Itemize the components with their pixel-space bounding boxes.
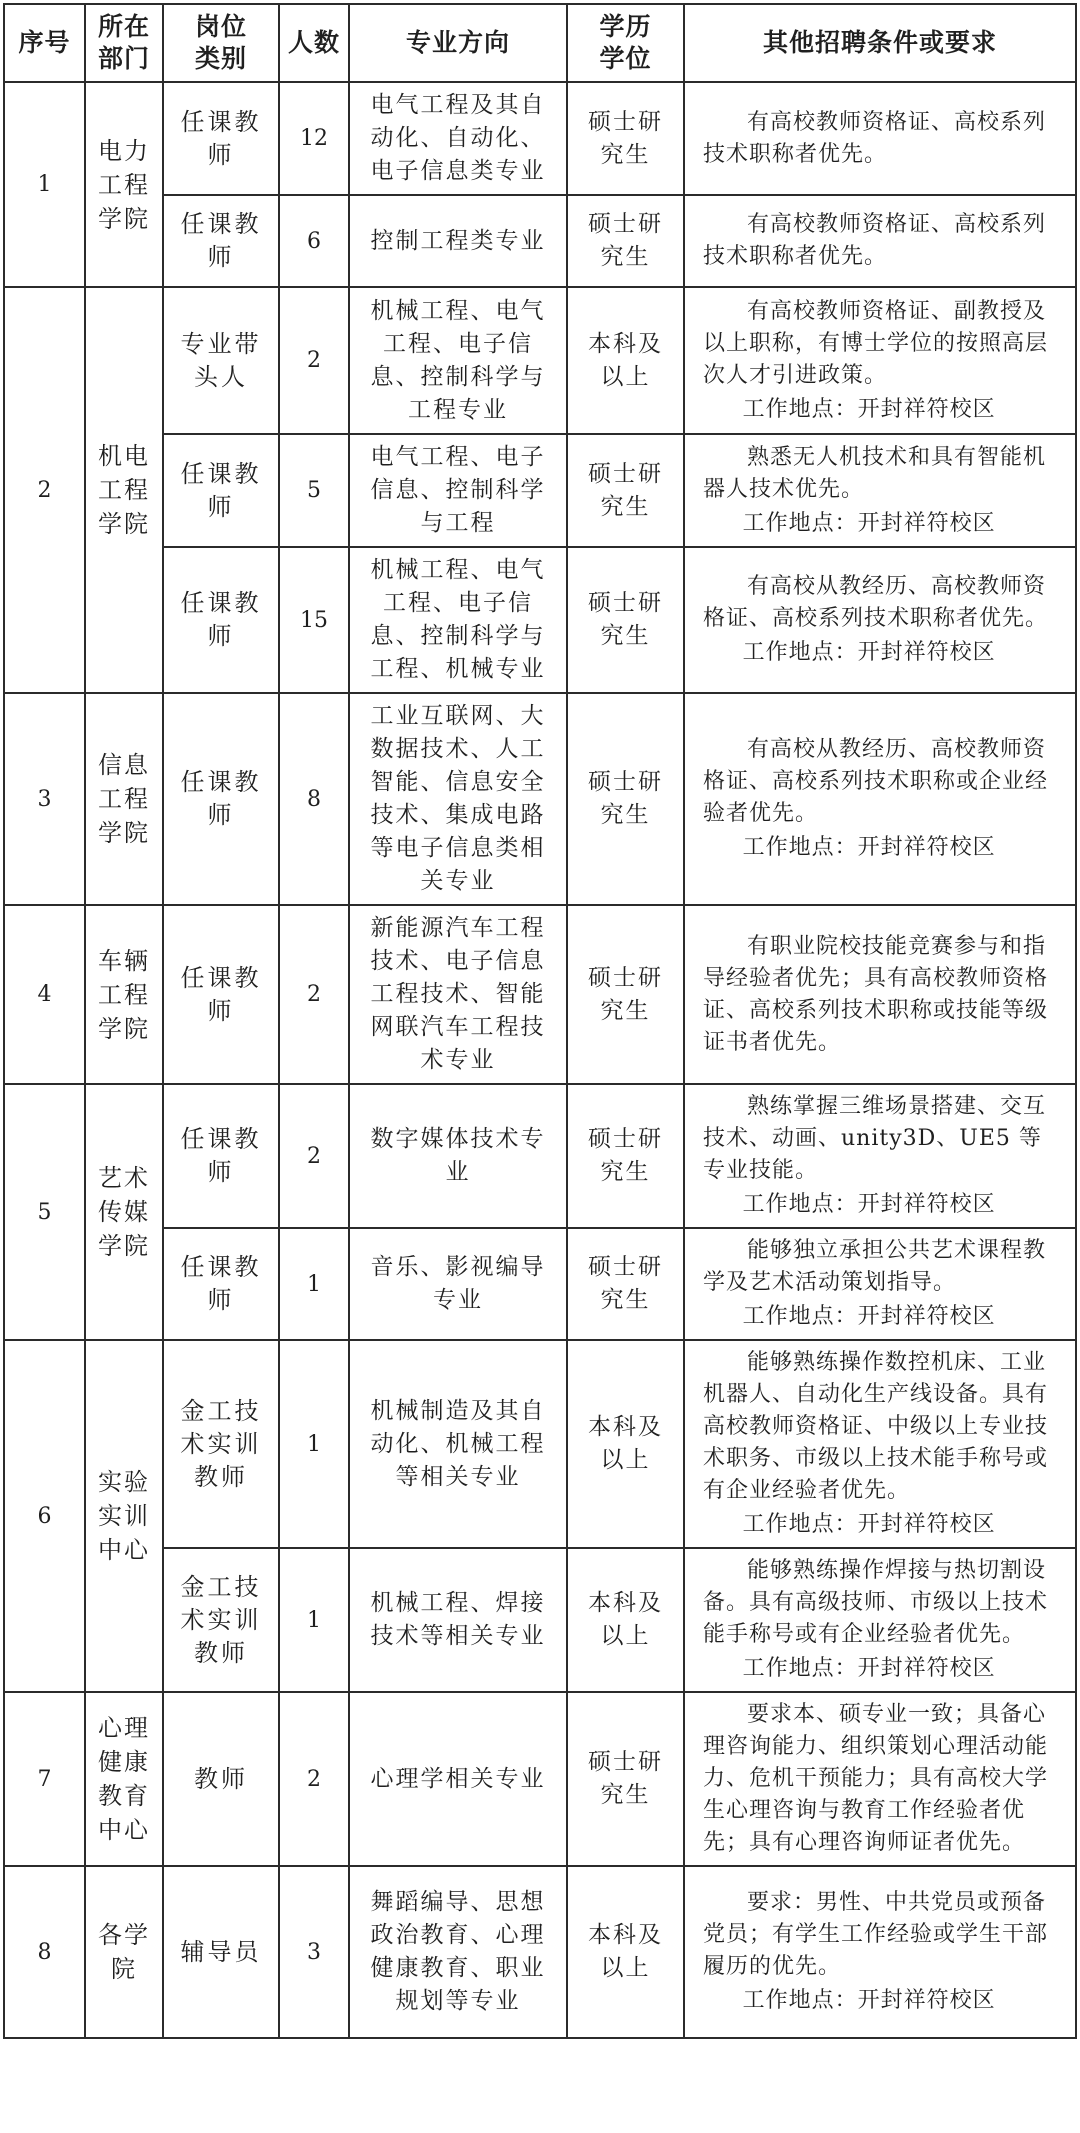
table-body	[4, 82, 1076, 2038]
dept-cell: 车辆工程学院	[85, 905, 163, 1084]
major-cell: 机械制造及其自动化、机械工程等相关专业	[349, 1340, 567, 1548]
degree-cell: 硕士研究生	[567, 434, 684, 547]
major-cell: 机械工程、电气工程、电子信息、控制科学与工程、机械专业	[349, 547, 567, 693]
count-cell: 1	[279, 1548, 349, 1692]
work-location: 工作地点：开封祥符校区	[742, 1656, 996, 1681]
work-location: 工作地点：开封祥符校区	[742, 1304, 996, 1329]
count-cell: 1	[279, 1340, 349, 1548]
post-cell: 任课教师	[163, 1084, 279, 1228]
requirements-text: 要求：男性、中共党员或预备党员；有学生工作经验或学生干部履历的优先。	[703, 1890, 1049, 1979]
seq-cell: 8	[4, 1866, 85, 2038]
requirements-cell	[684, 434, 1076, 547]
table-row	[4, 693, 1076, 905]
degree-cell: 硕士研究生	[567, 1084, 684, 1228]
count-cell: 2	[279, 1692, 349, 1866]
requirements-cell	[684, 82, 1076, 195]
requirements-text: 有高校从教经历、高校教师资格证、高校系列技术职称者优先。	[703, 574, 1049, 631]
requirements-text: 有高校教师资格证、高校系列技术职称者优先。	[703, 212, 1047, 269]
degree-cell: 硕士研究生	[567, 547, 684, 693]
post-cell: 金工技术实训教师	[163, 1548, 279, 1692]
dept-cell: 各学院	[85, 1866, 163, 2038]
header-req: 其他招聘条件或要求	[684, 4, 1076, 82]
table-row	[4, 82, 1076, 195]
requirements-cell	[684, 547, 1076, 693]
dept-cell: 实验实训中心	[85, 1340, 163, 1692]
degree-cell: 硕士研究生	[567, 1692, 684, 1866]
post-cell: 任课教师	[163, 1228, 279, 1340]
post-cell: 辅导员	[163, 1866, 279, 2038]
table-row	[4, 905, 1076, 1084]
table-row	[4, 547, 1076, 693]
degree-cell: 硕士研究生	[567, 82, 684, 195]
table-row	[4, 1548, 1076, 1692]
table-row	[4, 434, 1076, 547]
degree-cell: 硕士研究生	[567, 195, 684, 287]
requirements-cell	[684, 195, 1076, 287]
requirements-text: 能够熟练操作数控机床、工业机器人、自动化生产线设备。具有高校教师资格证、中级以上专业技术职务、市级以上技术能手称号或有企业经验者优先。	[703, 1350, 1049, 1503]
table-row	[4, 287, 1076, 434]
count-cell: 15	[279, 547, 349, 693]
major-cell: 机械工程、电气工程、电子信息、控制科学与工程专业	[349, 287, 567, 434]
major-cell: 音乐、影视编导专业	[349, 1228, 567, 1340]
requirements-text: 要求本、硕专业一致；具备心理咨询能力、组织策划心理活动能力、危机干预能力；具有高校大学生心理咨询与教育工作经验者优先；具有心理咨询师证者优先。	[703, 1702, 1049, 1855]
seq-cell: 1	[4, 82, 85, 287]
degree-cell: 硕士研究生	[567, 693, 684, 905]
requirements-cell	[684, 1692, 1076, 1866]
seq-cell: 6	[4, 1340, 85, 1692]
dept-cell: 心理健康教育中心	[85, 1692, 163, 1866]
count-cell: 1	[279, 1228, 349, 1340]
major-cell: 电气工程及其自动化、自动化、电子信息类专业	[349, 82, 567, 195]
seq-cell: 2	[4, 287, 85, 693]
header-major: 专业方向	[349, 4, 567, 82]
count-cell: 2	[279, 287, 349, 434]
requirements-cell	[684, 287, 1076, 434]
table-row	[4, 1692, 1076, 1866]
requirements-text: 熟练掌握三维场景搭建、交互技术、动画、unity3D、UE5 等专业技能。	[703, 1094, 1047, 1183]
post-cell: 任课教师	[163, 82, 279, 195]
major-cell: 电气工程、电子信息、控制科学与工程	[349, 434, 567, 547]
header-seq: 序号	[4, 4, 85, 82]
major-cell: 心理学相关专业	[349, 1692, 567, 1866]
requirements-text: 能够熟练操作焊接与热切割设备。具有高级技师、市级以上技术能手称号或有企业经验者优先。	[703, 1558, 1049, 1647]
degree-cell: 本科及以上	[567, 287, 684, 434]
post-cell: 任课教师	[163, 195, 279, 287]
post-cell: 任课教师	[163, 547, 279, 693]
requirements-cell	[684, 1866, 1076, 2038]
work-location: 工作地点：开封祥符校区	[742, 1988, 996, 2013]
header-num: 人数	[279, 4, 349, 82]
recruitment-table	[3, 3, 1077, 2039]
header-dept: 所在部门	[85, 4, 163, 82]
count-cell: 12	[279, 82, 349, 195]
work-location: 工作地点：开封祥符校区	[742, 1192, 996, 1217]
work-location: 工作地点：开封祥符校区	[742, 510, 996, 536]
post-cell: 任课教师	[163, 434, 279, 547]
table-row	[4, 1866, 1076, 2038]
count-cell: 5	[279, 434, 349, 547]
count-cell: 2	[279, 905, 349, 1084]
seq-cell: 7	[4, 1692, 85, 1866]
major-cell: 控制工程类专业	[349, 195, 567, 287]
requirements-cell	[684, 693, 1076, 905]
dept-cell: 电力工程学院	[85, 82, 163, 287]
requirements-text: 有高校从教经历、高校教师资格证、高校系列技术职称或企业经验者优先。	[703, 737, 1049, 826]
degree-cell: 本科及以上	[567, 1866, 684, 2038]
requirements-text: 熟悉无人机技术和具有智能机器人技术优先。	[703, 444, 1047, 502]
table-row	[4, 1228, 1076, 1340]
header-post: 岗位类别	[163, 4, 279, 82]
requirements-text: 有高校教师资格证、高校系列技术职称者优先。	[703, 109, 1047, 167]
requirements-cell	[684, 1340, 1076, 1548]
major-cell: 机械工程、焊接技术等相关专业	[349, 1548, 567, 1692]
seq-cell: 3	[4, 693, 85, 905]
seq-cell: 5	[4, 1084, 85, 1340]
degree-cell: 硕士研究生	[567, 905, 684, 1084]
dept-cell: 机电工程学院	[85, 287, 163, 693]
dept-cell: 艺术传媒学院	[85, 1084, 163, 1340]
table-header	[4, 4, 1076, 82]
requirements-cell	[684, 1084, 1076, 1228]
count-cell: 3	[279, 1866, 349, 2038]
post-cell: 金工技术实训教师	[163, 1340, 279, 1548]
post-cell: 专业带头人	[163, 287, 279, 434]
requirements-cell	[684, 905, 1076, 1084]
table-row	[4, 1340, 1076, 1548]
count-cell: 8	[279, 693, 349, 905]
table-row	[4, 195, 1076, 287]
dept-cell: 信息工程学院	[85, 693, 163, 905]
work-location: 工作地点：开封祥符校区	[742, 396, 996, 422]
major-cell: 数字媒体技术专业	[349, 1084, 567, 1228]
degree-cell: 本科及以上	[567, 1340, 684, 1548]
major-cell: 舞蹈编导、思想政治教育、心理健康教育、职业规划等专业	[349, 1866, 567, 2038]
work-location: 工作地点：开封祥符校区	[742, 640, 996, 665]
work-location: 工作地点：开封祥符校区	[742, 835, 996, 860]
count-cell: 2	[279, 1084, 349, 1228]
major-cell: 新能源汽车工程技术、电子信息工程技术、智能网联汽车工程技术专业	[349, 905, 567, 1084]
degree-cell: 硕士研究生	[567, 1228, 684, 1340]
major-cell: 工业互联网、大数据技术、人工智能、信息安全技术、集成电路等电子信息类相关专业	[349, 693, 567, 905]
post-cell: 任课教师	[163, 693, 279, 905]
header-row	[4, 4, 1076, 82]
requirements-cell	[684, 1228, 1076, 1340]
post-cell: 教师	[163, 1692, 279, 1866]
table-row	[4, 1084, 1076, 1228]
seq-cell: 4	[4, 905, 85, 1084]
requirements-text: 有高校教师资格证、副教授及以上职称，有博士学位的按照高层次人才引进政策。	[703, 298, 1049, 388]
count-cell: 6	[279, 195, 349, 287]
header-edu: 学历学位	[567, 4, 684, 82]
requirements-cell	[684, 1548, 1076, 1692]
work-location: 工作地点：开封祥符校区	[742, 1512, 996, 1537]
requirements-text: 能够独立承担公共艺术课程教学及艺术活动策划指导。	[703, 1238, 1047, 1295]
degree-cell: 本科及以上	[567, 1548, 684, 1692]
post-cell: 任课教师	[163, 905, 279, 1084]
requirements-text: 有职业院校技能竞赛参与和指导经验者优先；具有高校教师资格证、高校系列技术职称或技能等级证书者优先。	[703, 933, 1049, 1055]
